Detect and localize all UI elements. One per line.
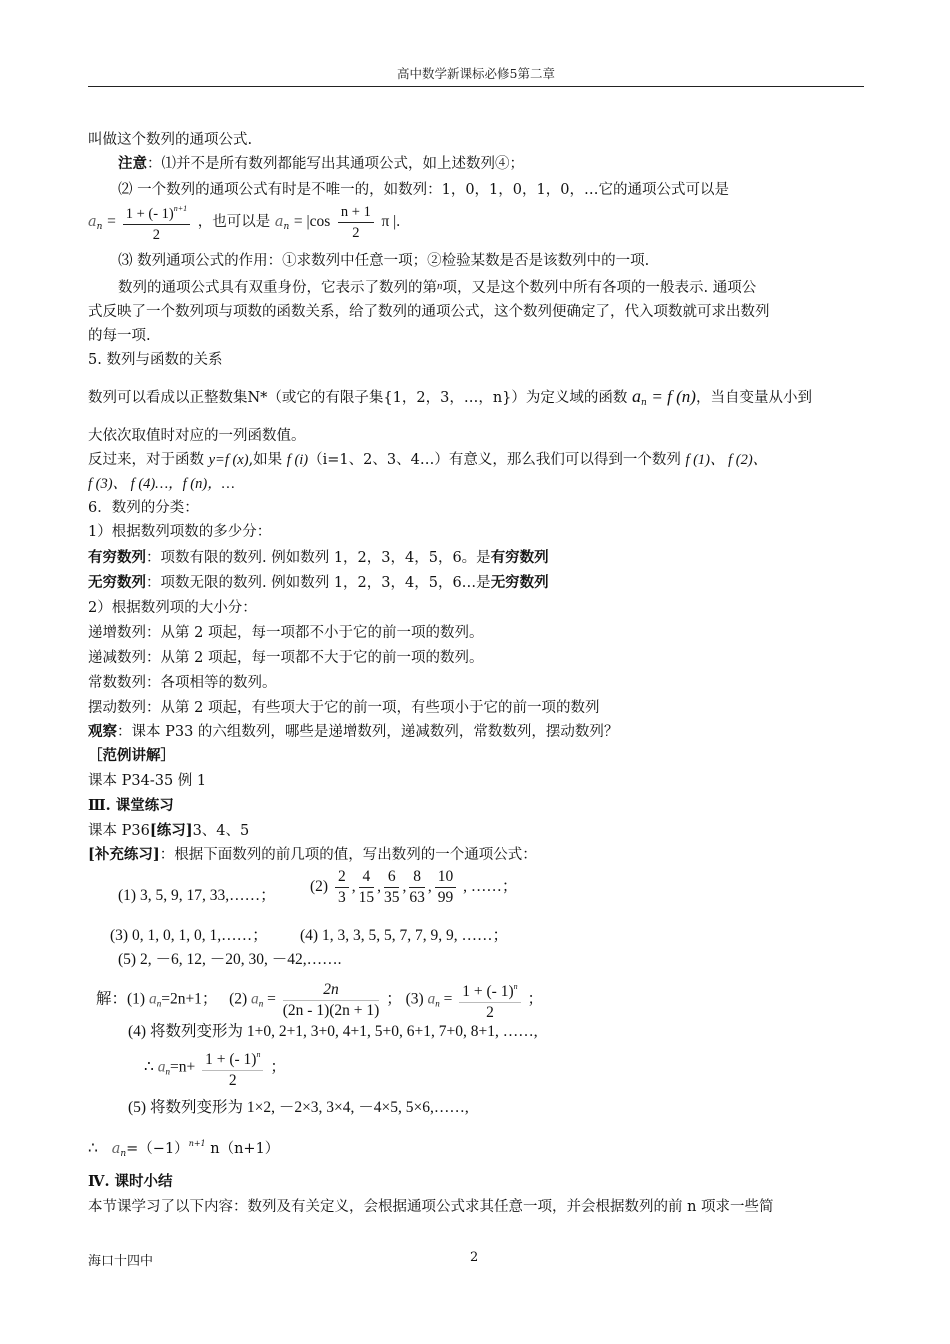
var-a: a <box>157 1058 166 1076</box>
exercise-3: (3) 0, 1, 0, 1, 0, 1,……； <box>110 927 268 944</box>
var-n: n <box>120 1149 127 1159</box>
section-5-line-3 <box>88 450 767 470</box>
solution-5-result <box>88 1134 279 1164</box>
section-3-title: Ⅲ. 课堂练习 <box>88 797 174 814</box>
fraction-numerator: 1 + (- 1) <box>462 983 514 1000</box>
note-line-2: ⑵ 一个数列的通项公式有时是不唯一的，如数列：1，0，1，0，1，0，…它的通项公式可以是 <box>118 182 729 198</box>
var-a: a <box>88 214 97 230</box>
sec5-text: （i=1、2、3、4…）有意义，那么我们可以得到一个数列 <box>308 452 686 468</box>
fraction-denominator: (2n - 1)(2n + 1) <box>282 1001 380 1019</box>
solution-1: =2n+1； <box>161 990 218 1008</box>
fraction-numerator: 4 <box>359 868 375 888</box>
classification-2: 2）根据数列项的大小分： <box>88 600 257 616</box>
finite-end: 有穷数列 <box>490 549 549 566</box>
exercise-2-tail: , ……； <box>463 878 518 896</box>
fraction-denominator: 2 <box>352 224 360 241</box>
function-fn: = f (n) <box>651 387 696 406</box>
var-a: a <box>251 990 259 1008</box>
fraction-denominator: 2 <box>486 1004 494 1021</box>
note-line-1 <box>88 154 524 174</box>
fraction-numerator: 2 <box>335 868 349 888</box>
exercise-2 <box>310 868 517 907</box>
exponent: n <box>256 1050 261 1059</box>
text-line: 叫做这个数列的通项公式. <box>88 132 253 148</box>
sec5-text: 数列可以看成以正整数集N*（或它的有限子集{1，2，3，…，n}）为定义域的函数 <box>88 390 628 406</box>
note-item-1: ：⑴并不是所有数列都能写出其通项公式，如上述数列④； <box>147 156 524 172</box>
solution-3-end: ； <box>527 990 544 1008</box>
solution-2-label: (2) <box>229 990 248 1008</box>
var-a: a <box>632 386 642 406</box>
therefore-symbol: ∴ <box>88 1140 98 1157</box>
increasing-def: 递增数列：从第 2 项起，每一项都不小于它的前一项的数列。 <box>88 625 484 641</box>
section-5-title: 5. 数列与函数的关系 <box>88 352 223 368</box>
finite-label: 有穷数列 <box>88 549 146 566</box>
fraction-numerator: n + 1 <box>338 203 374 223</box>
fraction-denominator: 63 <box>409 889 425 906</box>
var-n: n <box>258 998 264 1009</box>
solution-3-label: ； (3) <box>386 990 424 1008</box>
solution-4-result <box>144 1046 286 1090</box>
fraction-numerator: 8 <box>409 868 425 888</box>
examples-text: 课本 P34-35 例 1 <box>88 773 207 789</box>
observe-text: ：课本 P33 的六组数列，哪些是递增数列，递减数列，常数数列，摆动数列？ <box>117 724 619 740</box>
formula-fraction-1 <box>123 200 190 244</box>
cos-text: = |cos <box>293 213 331 230</box>
decreasing-def: 递减数列：从第 2 项起，每一项都不大于它的前一项的数列。 <box>88 650 484 666</box>
exponent: n <box>513 982 518 991</box>
var-n: n <box>437 280 443 292</box>
fraction-numerator: 1 + (- 1) <box>125 206 174 222</box>
sec5-text: 反过来，对于函数 <box>88 452 209 468</box>
infinite-end: 无穷数列 <box>490 574 549 591</box>
solution-5-tail: n（n+1） <box>205 1141 280 1157</box>
para-line-2: 式反映了一个数列项与项数的函数关系，给了数列的通项公式，这个数列便确定了，代入项数就可求出数列 <box>88 304 770 320</box>
supplement-text: ：根据下面数列的前几项的值，写出数列的一个通项公式： <box>159 847 537 863</box>
var-n: n <box>283 222 290 232</box>
fraction-denominator: 2 <box>228 1072 237 1089</box>
finite-line <box>88 548 549 568</box>
oscillating-def: 摆动数列：从第 2 项起，有些项大于它的前一项，有些项小于它的前一项的数列 <box>88 700 600 716</box>
var-n: n <box>435 998 440 1009</box>
exercise-2-fraction <box>359 868 375 907</box>
fraction-numerator: 10 <box>435 868 457 888</box>
exercise-2-fraction <box>335 868 349 907</box>
exercise-5: (5) 2, －6, 12, －20, 30, －42,……. <box>118 951 342 968</box>
section-4-title: Ⅳ. 课时小结 <box>88 1173 173 1190</box>
therefore-symbol: ∴ <box>144 1058 154 1076</box>
header-rule <box>88 86 864 87</box>
var-n: n <box>96 222 103 232</box>
exponent: n+1 <box>188 1139 206 1148</box>
para-line-1 <box>88 276 756 298</box>
exercise-1: (1) 3, 5, 9, 17, 33,……； <box>118 887 276 904</box>
exercise-2-label: (2) <box>310 878 329 896</box>
para-text: 项，又是这个数列中所有各项的一般表示. 通项公 <box>442 280 757 296</box>
classification-1: 1）根据数列项数的多少分： <box>88 524 272 540</box>
function-y: y=f (x) <box>208 452 249 468</box>
page-header: 高中数学新课标必修5第二章 <box>397 66 555 81</box>
sec3-text: 3、4、5 <box>192 823 250 839</box>
section-5-line-1 <box>88 386 812 413</box>
exercise-2-fraction <box>435 868 457 907</box>
var-a: a <box>111 1141 121 1157</box>
formula-tail: π |. <box>381 213 401 230</box>
infinite-text: ：项数无限的数列. 例如数列 1，2，3，4，5，6…是 <box>146 575 491 591</box>
observe-line <box>88 722 618 742</box>
solution-4-eq: =n+ <box>170 1058 196 1076</box>
fraction-denominator: 2 <box>152 227 161 243</box>
fraction-denominator: 35 <box>383 889 400 906</box>
fraction-denominator: 99 <box>437 889 454 906</box>
solution-label: 解：(1) <box>96 990 146 1008</box>
solution-4-end: ； <box>270 1058 286 1076</box>
solution-3-fraction <box>459 978 520 1022</box>
var-a: a <box>148 990 157 1008</box>
supplement-line <box>88 845 537 865</box>
section-6-title: 6．数列的分类： <box>88 500 199 516</box>
solution-5: (5) 将数列变形为 1×2, －2×3, 3×4, －4×5, 5×6,……, <box>128 1099 469 1116</box>
fraction-numerator: 1 + (- 1) <box>205 1051 257 1068</box>
fraction-denominator: 3 <box>337 889 346 906</box>
exercise-4: (4) 1, 3, 3, 5, 5, 7, 7, 9, 9, ……； <box>300 927 508 944</box>
constant-def: 常数数列：各项相等的数列。 <box>88 675 277 691</box>
sec3-text: 课本 P36 <box>88 823 150 839</box>
sequence-terms: f (1)、 f (2)、 <box>685 452 768 468</box>
exercise-2-fraction <box>409 868 425 907</box>
formula-fraction-2 <box>338 203 374 242</box>
note-line-3: ⑶ 数列通项公式的作用：①求数列中任意一项；②检验某数是否是该数列中的一项. <box>118 253 650 269</box>
section-4-text: 本节课学习了以下内容：数列及有关定义，会根据通项公式求其任意一项，并会根据数列的前 n 项求一些简 <box>88 1199 774 1215</box>
note-label: 注意 <box>118 155 147 172</box>
observe-label: 观察 <box>88 723 117 740</box>
solution-4-fraction <box>202 1046 263 1090</box>
practice-label: [练习] <box>149 822 193 839</box>
finite-text: ：项数有限的数列. 例如数列 1，2，3，4，5，6。是 <box>146 550 491 566</box>
fraction-numerator: 6 <box>384 868 400 888</box>
para-text: 数列的通项公式具有双重身份，它表示了数列的第 <box>118 280 437 296</box>
section-5-line-4: f (3)、 f (4)…，f (n)，… <box>88 476 235 492</box>
section-3-text <box>88 821 249 841</box>
fraction-denominator: 15 <box>358 889 375 906</box>
function-fi: f (i) <box>286 452 309 468</box>
var-n: n <box>165 1066 170 1077</box>
sec5-text: ,如果 <box>248 452 287 468</box>
solution-2-fraction <box>283 981 380 1020</box>
solution-5-eq: =（−1） <box>126 1141 189 1157</box>
supplement-label: [补充练习] <box>88 846 160 863</box>
page-number: 2 <box>470 1250 479 1265</box>
var-a: a <box>274 214 284 230</box>
examples-title: ［范例讲解］ <box>88 747 175 764</box>
solution-4: (4) 将数列变形为 1+0, 2+1, 3+0, 4+1, 5+0, 6+1, 7+0, 8+1, ……, <box>128 1023 538 1040</box>
exercise-2-fraction <box>384 868 400 907</box>
infinite-line <box>88 573 549 593</box>
para-line-3: 的每一项. <box>88 328 151 344</box>
section-5-line-2: 大依次取值时对应的一列函数值。 <box>88 428 306 444</box>
exercise-2-fractions: $\frac{2}{3}$ , $\frac{4}{15}$ , $\frac{6}{35}$ , $\frac{8}{63}$ , $\frac{10}{99}$ <box>332 878 459 895</box>
fraction-numerator: 2n <box>283 981 380 1001</box>
var-n: n <box>641 398 647 408</box>
footer-school: 海口十四中 <box>88 1254 154 1269</box>
infinite-label: 无穷数列 <box>88 574 146 591</box>
var-a: a <box>427 990 436 1008</box>
sec5-text: ，当自变量从小到 <box>695 390 812 406</box>
exponent: n+1 <box>173 204 188 213</box>
formula-mid-text: ，也可以是 <box>197 214 271 230</box>
formula-line: $a_n$ = $\frac{1 + (- 1)^{n+1}}{2}$ ，也可以是 $a_n = |\cos$ $\frac{n + 1}{2}$ π |. <box>88 200 400 244</box>
var-n: n <box>156 998 162 1009</box>
solution-line-1: 解：(1) $a_n=2n+1$； (2) $a_n$ = $\frac{2n}{(2n - 1)(2n + 1)}$ ； (3) $a_n$ = $\frac{1 + (- 1)^n}{2}$ ； <box>96 978 543 1022</box>
